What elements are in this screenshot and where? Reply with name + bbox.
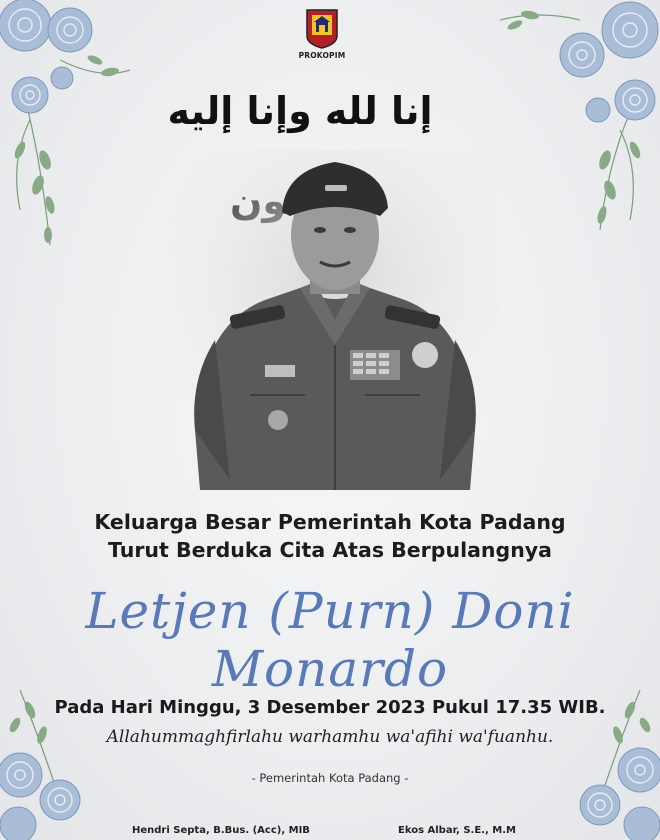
prayer-text: Allahummaghfirlahu warhamhu wa'afihi wa'fuanhu. xyxy=(106,727,554,747)
condolence-line-2: Turut Berduka Cita Atas Berpulangnya xyxy=(108,538,552,562)
logo-text: PROKOPIM xyxy=(298,51,346,60)
padang-city-emblem-icon xyxy=(305,8,339,50)
prokopim-logo xyxy=(297,8,347,60)
signatory-vice-mayor: Ekos Albar, S.E., M.M xyxy=(398,825,516,836)
condolence-line-1: Keluarga Besar Pemerintah Kota Padang xyxy=(94,510,566,534)
signatory-mayor: Hendri Septa, B.Bus. (Acc), MIB xyxy=(132,825,310,836)
portrait-photo xyxy=(170,150,500,490)
date-of-passing: Pada Hari Minggu, 3 Desember 2023 Pukul 17.35 WIB. xyxy=(54,697,606,718)
floral-corner-top-right xyxy=(490,0,660,240)
arabic-calligraphy: إنا لله وإنا إليه xyxy=(167,89,433,133)
deceased-name: Letjen (Purn) Doni Monardo xyxy=(85,582,575,698)
floral-corner-top-left xyxy=(0,0,150,250)
sender-line: - Pemerintah Kota Padang - xyxy=(251,771,409,785)
